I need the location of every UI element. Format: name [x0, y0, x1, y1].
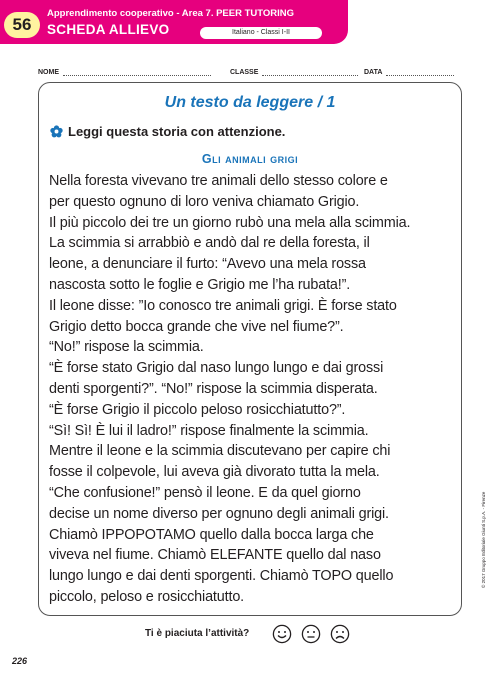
story-line: denti sporgenti?”. “No!” rispose la scimmia disperata.	[49, 380, 378, 397]
data-label: DATA	[364, 69, 383, 76]
story-title: Gli animali grigi	[201, 152, 299, 166]
story-line: Il più piccolo dei tre un giorno rubò una mela alla scimmia.	[49, 214, 411, 231]
story-line: lungo lungo e dai denti sporgenti. Chiamò TOPO quello	[49, 568, 394, 585]
story-line: “È forse Grigio il piccolo peloso rosicchiatutto?”.	[49, 401, 346, 418]
story-line: Nella foresta vivevano tre animali dello stesso colore e	[49, 173, 388, 189]
instruction	[50, 124, 285, 139]
story-line: nascosta sotto le foglie e Grigio me l’ha rubata!”.	[49, 276, 351, 293]
story-line: “Sì! Sì! È lui il ladro!” rispose finalmente la scimmia.	[49, 422, 369, 439]
page-badge: 56	[4, 12, 40, 38]
nome-label: NOME	[38, 69, 59, 76]
story-line: fosse il colpevole, lui aveva già divorato tutta la mela.	[49, 464, 380, 481]
story-line: Grigio detto bocca grande che vive nel fiume?”.	[49, 318, 344, 335]
story-line: Chiamò IPPOPOTAMO quello dalla bocca larga che	[49, 526, 374, 543]
story-line: viveva nel fiume. Chiamò ELEFANTE quello dal naso	[49, 547, 381, 564]
story-line: “È forse stato Grigio dal naso lungo lungo e dai grossi	[49, 360, 384, 377]
activity-title: Un testo da leggere / 1	[164, 94, 336, 111]
feedback-question: Ti è piaciuta l’attività?	[145, 628, 250, 639]
smiley-sad-icon[interactable]	[330, 624, 350, 644]
classe-line	[262, 69, 358, 76]
page-number: 226	[12, 656, 28, 666]
subject-pill: Italiano - Classi I-II	[200, 27, 322, 39]
story-line: “Che confusione!” pensò il leone. E da quel giorno	[49, 484, 361, 501]
classe-field[interactable]	[230, 69, 358, 76]
story-line: Il leone disse: ”Io conosco tre animali grigi. È forse stato	[49, 297, 397, 314]
flower-bullet-icon	[50, 125, 63, 138]
story-line: “No!” rispose la scimmia.	[49, 339, 204, 356]
instruction-text: Leggi questa storia con attenzione.	[68, 124, 286, 139]
copyright-note: © 2017 Gruppo Editoriale Giunti S.p.A. - Firenze	[481, 491, 486, 588]
story-line: per questo ognuno di loro veniva chiamato Grigio.	[49, 193, 360, 210]
story-line: piccolo, peloso e rosicchiatutto.	[49, 588, 245, 605]
classe-label: CLASSE	[230, 69, 259, 76]
smiley-happy-icon[interactable]	[272, 624, 292, 644]
smiley-neutral-icon[interactable]	[301, 624, 321, 644]
header-series-line: Apprendimento cooperativo - Area 7. PEER TUTORING	[47, 8, 295, 19]
story-line: decise un nome diverso per ognuno degli animali grigi.	[49, 505, 389, 522]
story-line: leone, a denunciare il furto: “Avevo una mela rossa	[49, 256, 366, 273]
data-field[interactable]	[364, 69, 454, 76]
data-line	[386, 69, 454, 76]
story-body	[49, 171, 461, 608]
story-line: Mentre il leone e la scimmia discutevano per capire chi	[49, 443, 391, 460]
story-line: La scimmia si arrabbiò e andò dal re della foresta, il	[49, 235, 370, 252]
nome-line	[63, 69, 211, 76]
header-title: SCHEDA ALLIEVO	[47, 22, 170, 37]
nome-field[interactable]	[38, 69, 211, 76]
